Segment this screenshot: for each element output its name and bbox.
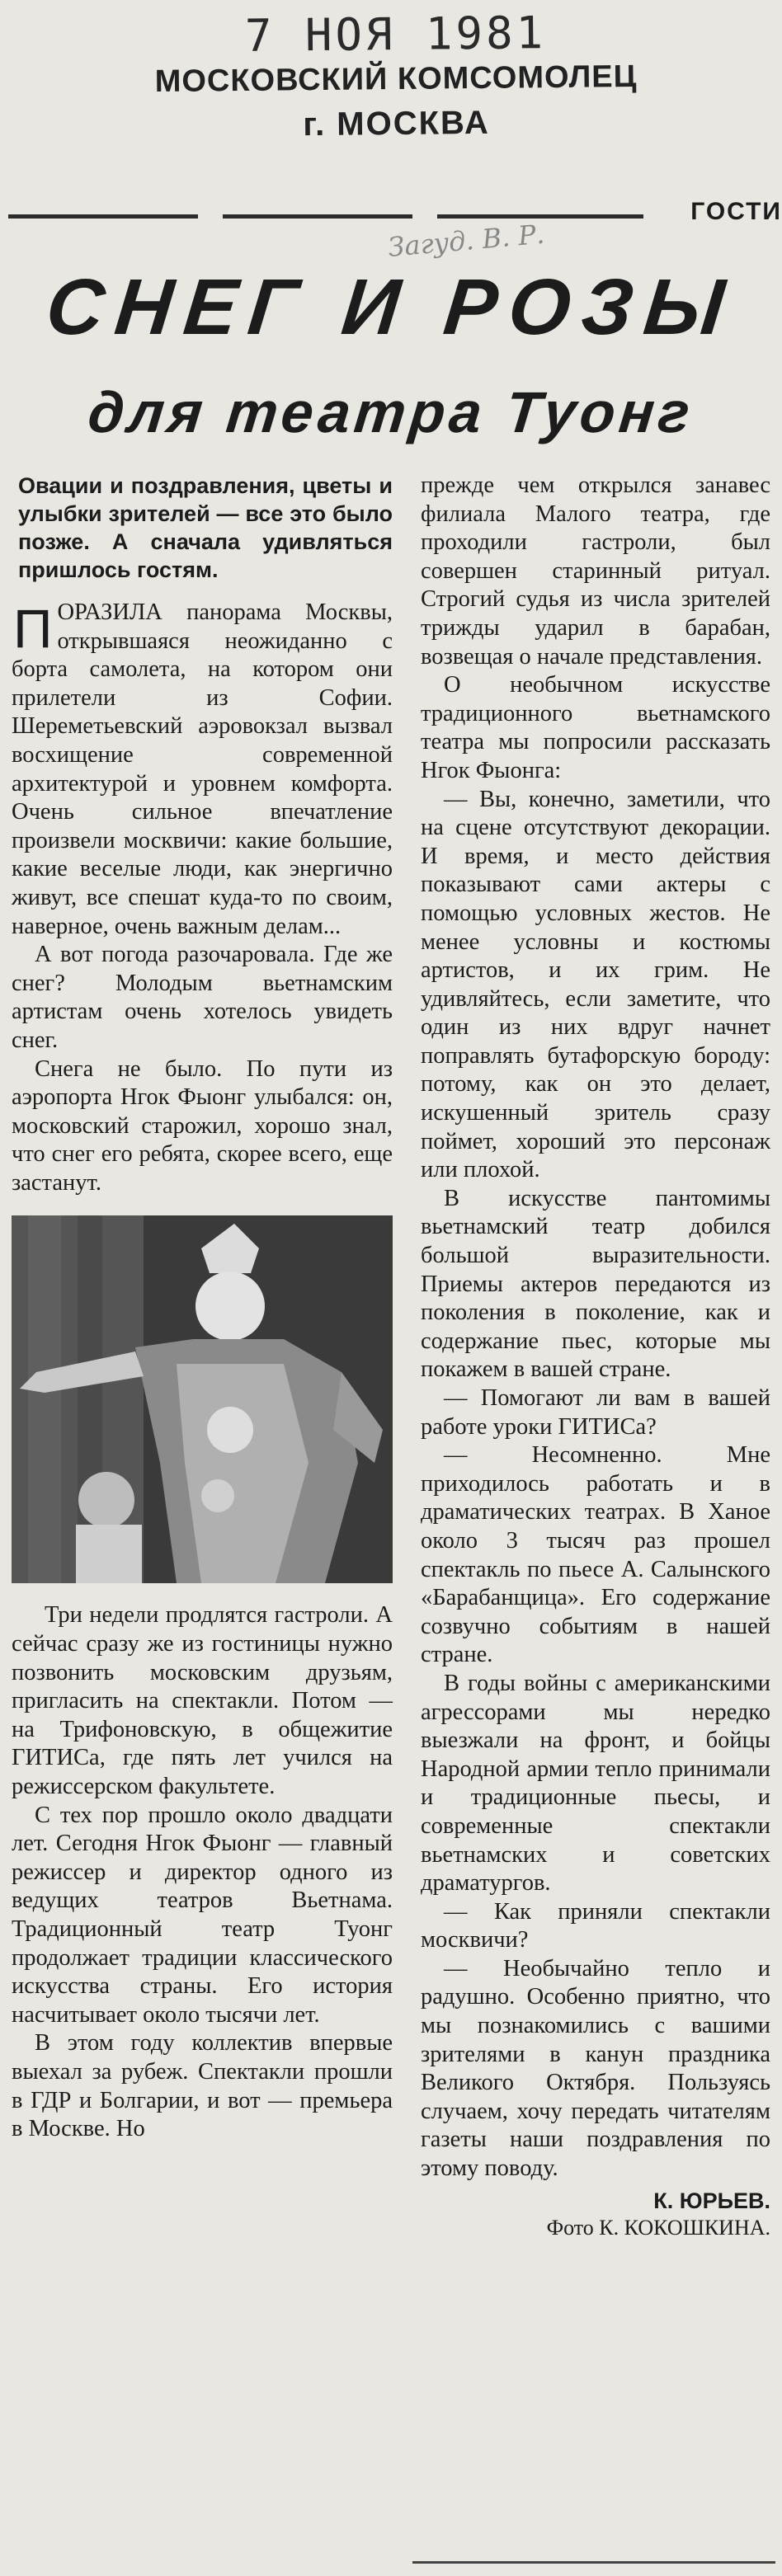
article-paragraph: — Несомненно. Мне приходилось работать и в драматических театрах. В Ханое около 3 тысяч раз прошел спектакль по пьесе А. Салынского «Барабанщица». Его содержание созвучно событиям в нашей стране. — [421, 1442, 770, 1668]
article-column-right — [421, 472, 770, 2241]
stamp-city: г. МОСКВА — [303, 104, 491, 143]
drop-cap: П — [13, 598, 53, 659]
article-paragraph: С тех пор прошло около двадцати лет. Сегодня Нгок Фыонг — главный режиссер и директор одного из ведущих театров Вьетнама. Традиционный театр Туонг продолжает традиции классического искусства страны. Его история насчитывает около тысячи лет. — [12, 1802, 393, 2028]
article-paragraph: — Помогают ли вам в вашей работе уроки ГИТИСа? — [421, 1385, 770, 1440]
subheadline: для театра Туонг — [85, 380, 697, 444]
photo-credit: Фото К. КОКОШКИНА. — [546, 2215, 770, 2240]
headline: СНЕГ И РОЗЫ — [42, 263, 740, 351]
lead-paragraph: Овации и поздравления, цветы и улыбки зрителей — все это было позже. А сначала удивляться пришлось гостям. — [18, 473, 393, 582]
article-paragraph: В этом году коллектив впервые выехал за рубеж. Спектакли прошли в ГДР и Болгарии, и вот — премьера в Москве. Но — [12, 2030, 393, 2142]
rubric-label: ГОСТИ — [690, 198, 782, 225]
article-paragraph: Три недели продлятся гастроли. А сейчас сразу же из гостиницы нужно позвонить московским друзьям, пригласить на спектакли. Потом — на Трифоновскую, в общежитие ГИТИСа, где пять лет учился на режиссерском факультете. — [12, 1602, 393, 1800]
rubric-rule — [223, 214, 412, 219]
bottom-rule — [412, 2561, 775, 2564]
article-paragraph — [12, 599, 393, 941]
article-paragraph: — Вы, конечно, заметили, что на сцене отсутствуют декорации. И время, и место действия показывают сами актеры с помощью условных жестов. Не менее условны и костюмы артистов, и их грим. Не удивляйтесь, если заметите, что один из них вдруг начнет поправлять бутафорскую бороду: потому, как он это делает, искушенный зритель сразу поймет, хороший это персонаж или плохой. — [421, 786, 770, 1183]
paragraph-text: ОРАЗИЛА панорама Москвы, открывшаяся неожиданно с борта самолета, на котором они прилетели из Софии. Шереметьевский аэровокзал вызвал восхищение современной архитектурой и уровнем комфорта. Очень сильное впечатление произвели москвичи: какие большие, какие веселые люди, как энергично живут, все спешат куда-то по своим, наверное, очень важным делам... — [12, 599, 393, 939]
article-paragraph: О необычном искусстве традиционного вьетнамского театра мы попросили рассказать Нгок Фыонга: — [421, 672, 770, 783]
author-signature: К. ЮРЬЕВ. — [653, 2188, 770, 2213]
article-paragraph: А вот погода разочаровала. Где же снег? Молодым вьетнамским артистам очень хотелось увидеть снег. — [12, 942, 393, 1053]
stamp-date: 7 НОЯ 1981 — [244, 7, 547, 62]
article-paragraph: — Необычайно тепло и радушно. Особенно приятно, что мы познакомились с вашими зрителями в канун праздника Великого Октября. Пользуясь случаем, хочу передать читателям газеты наши поздравления по этому поводу. — [421, 1955, 770, 2182]
rubric-rule — [8, 214, 198, 219]
article-paragraph: — Как приняли спектакли москвичи? — [421, 1898, 770, 1953]
performer-photo-image — [12, 1215, 393, 1583]
handwritten-note: Загуд. В. Р. — [386, 218, 546, 264]
article-paragraph: Снега не было. По пути из аэропорта Нгок Фыонг улыбался: он, московский старожил, хорошо знал, что снег его ребята, скорее всего, еще застанут. — [12, 1055, 393, 1196]
article-paragraph: прежде чем открылся занавес филиала Малого театра, где проходили гастроли, был совершен старинный ритуал. Строгий судья из числа зрителей трижды ударил в барабан, возвещая о начале представления. — [421, 472, 770, 670]
article-paragraph: В искусстве пантомимы вьетнамский театр добился большой выразительности. Приемы актеров передаются из поколения в поколение, как и содержание пьес, которые мы покажем в вашей стране. — [421, 1185, 770, 1383]
article-paragraph: В годы войны с американскими агрессорами мы нередко выезжали на фронт, и бойцы Народной армии тепло принимали и традиционные пьесы, и современные спектакли вьетнамских и советских драматургов. — [421, 1670, 770, 1897]
article-column-left — [12, 472, 393, 2144]
stamp-newspaper-name: МОСКОВСКИЙ КОМСОМОЛЕЦ — [154, 59, 638, 100]
archive-stamp — [139, 6, 652, 145]
performer-photo — [12, 1215, 393, 1583]
